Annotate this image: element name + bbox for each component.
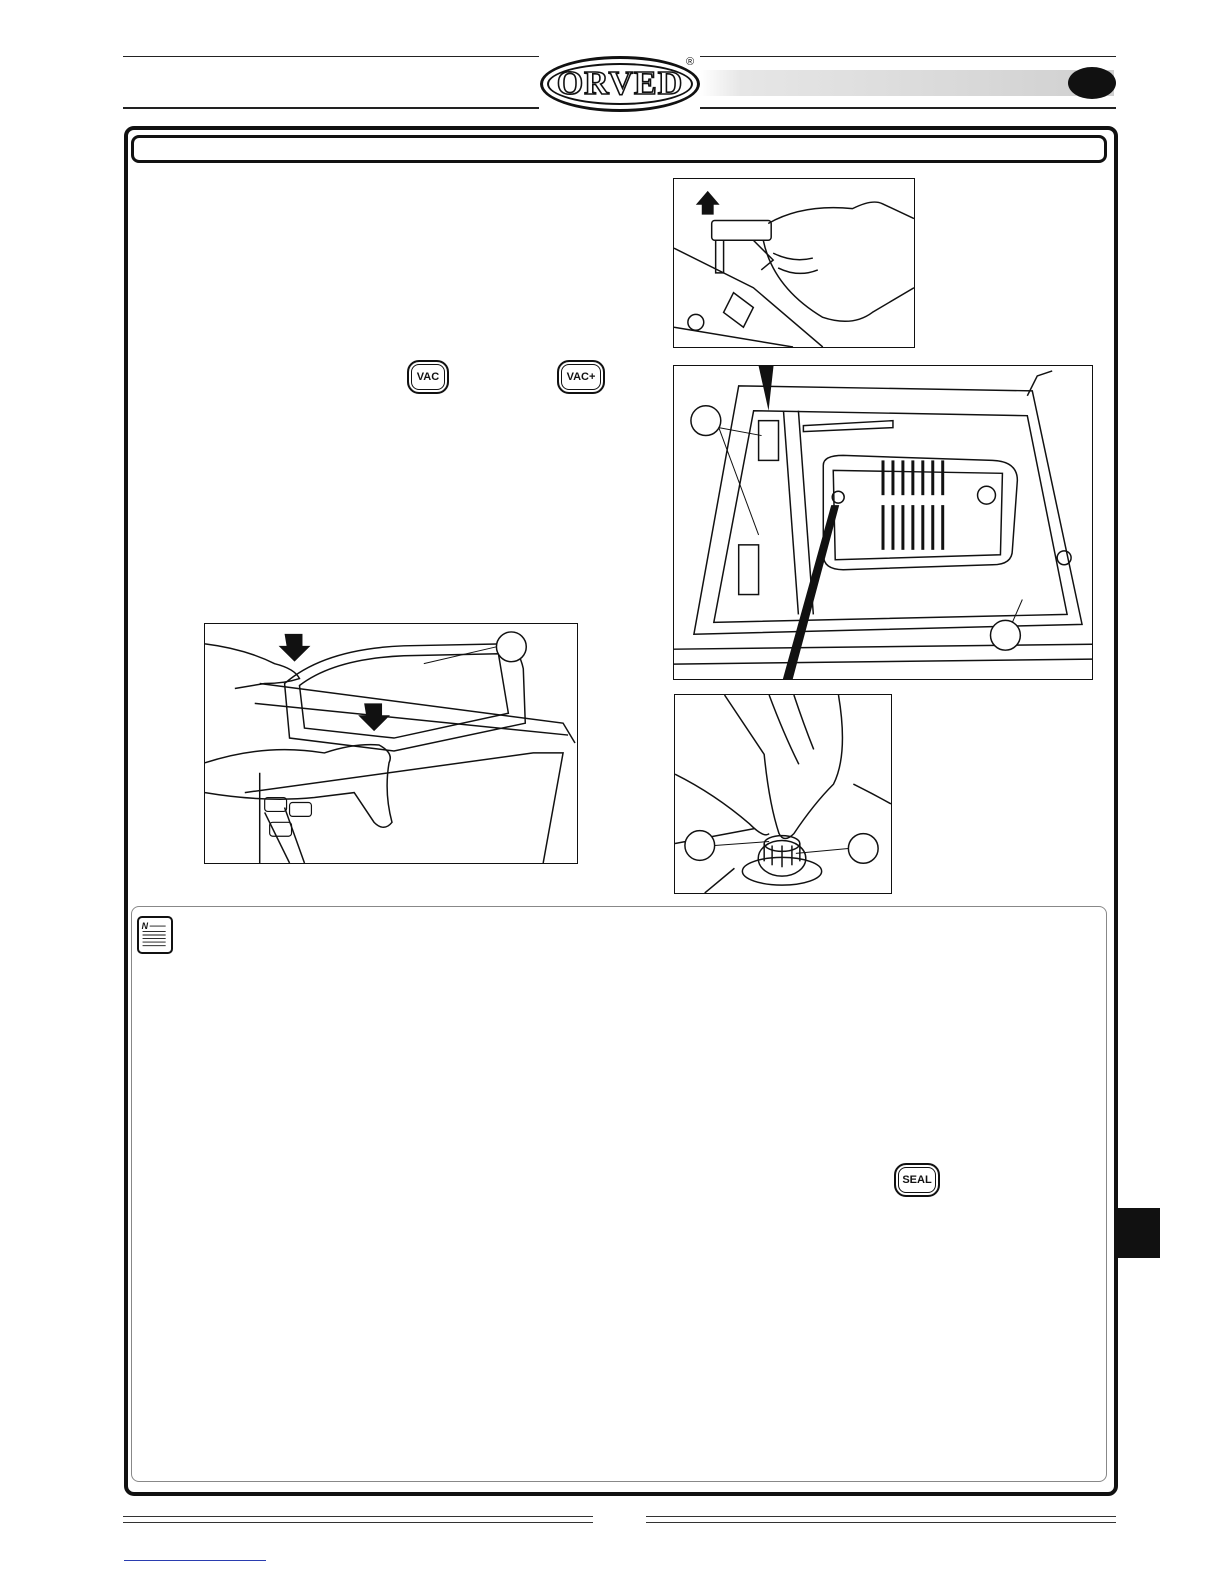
illustration-lid-closing: [204, 623, 578, 864]
arrow-up-icon: [696, 191, 720, 215]
brand-logo: [540, 56, 700, 112]
header-rule-left-top: [123, 56, 539, 57]
note-icon: [137, 916, 173, 954]
footer-rule-left-2: [123, 1522, 593, 1523]
language-badge: [1068, 67, 1116, 99]
header-rule-right-bottom: [700, 107, 1116, 109]
header-rule-left-bottom: [123, 107, 539, 109]
footer-rule-right-2: [646, 1522, 1116, 1523]
arrow-down-icon-2: [358, 703, 390, 731]
illustration-valve-knob: [674, 694, 892, 894]
registered-mark: ®: [686, 56, 695, 68]
vac-plus-key: VAC+: [557, 360, 605, 394]
seal-key: SEAL: [894, 1163, 940, 1197]
section-thumb-tab: [1118, 1208, 1160, 1258]
vac-key: VAC: [407, 360, 449, 394]
svg-text:N: N: [141, 920, 149, 931]
footer-link-underline[interactable]: [124, 1560, 266, 1561]
header-section-bar: [700, 70, 1114, 96]
section-title-bar: [131, 135, 1107, 163]
brand-logo-text: ORVED: [556, 65, 684, 102]
note-panel: [131, 906, 1107, 1482]
footer-rule-left-1: [123, 1516, 593, 1517]
illustration-vacuum-chamber: [673, 365, 1093, 680]
arrow-down-icon-1: [279, 634, 311, 662]
footer-rule-right-1: [646, 1516, 1116, 1517]
header-rule-right-top: [700, 56, 1116, 57]
illustration-seal-bar-removal: [673, 178, 915, 348]
